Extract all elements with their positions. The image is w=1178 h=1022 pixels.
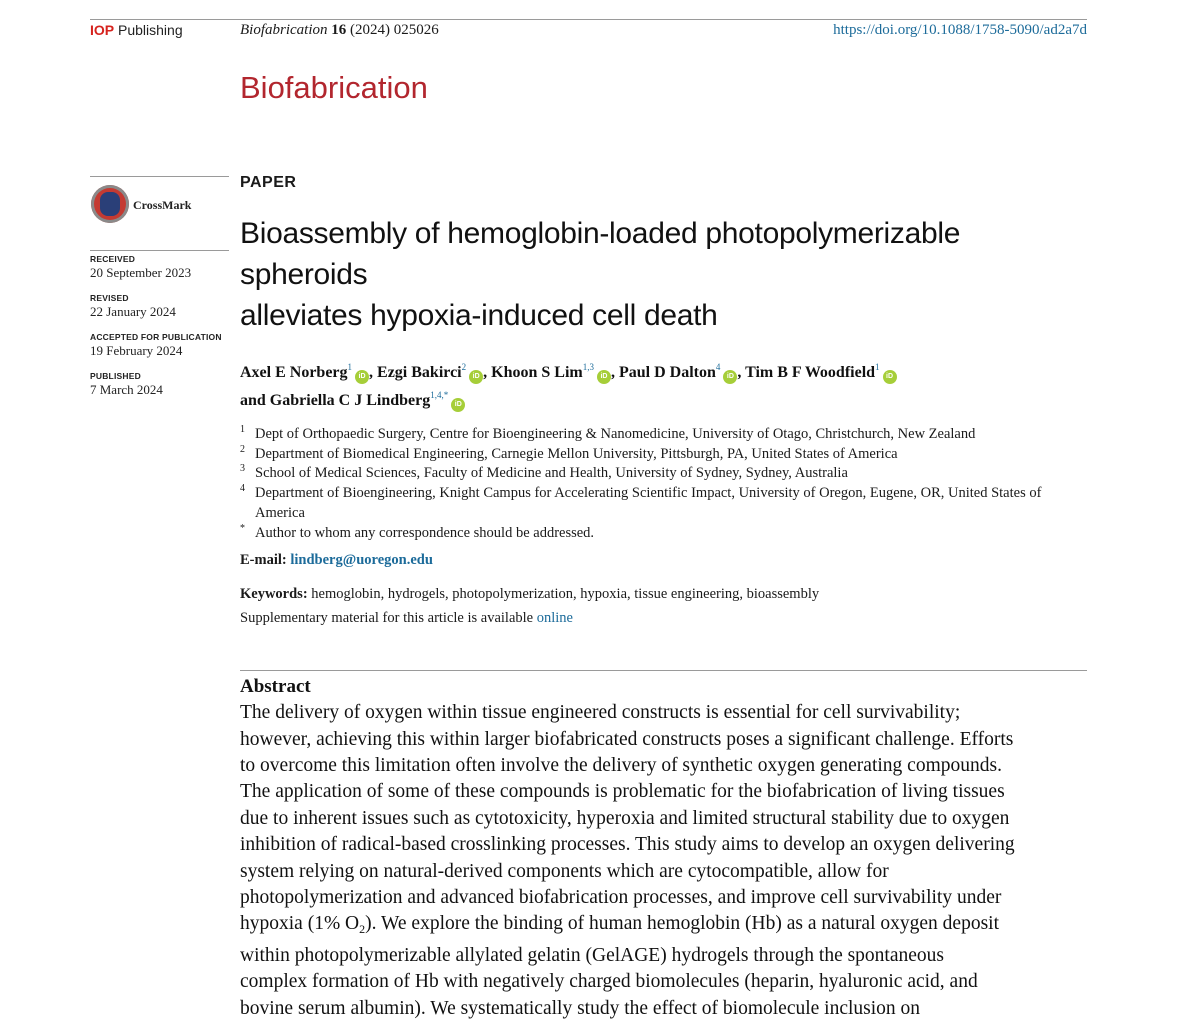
sidebar <box>90 176 229 410</box>
affiliation: 4 Department of Bioengineering, Knight Campus for Accelerating Scientific Impact, University of Oregon, Eugene, OR, United States of America <box>240 483 1042 521</box>
article-front-matter <box>240 174 1087 1022</box>
doi-link[interactable]: https://doi.org/10.1088/1758-5090/ad2a7d <box>833 22 1087 38</box>
orcid-icon[interactable]: iD <box>469 370 483 384</box>
publisher-logo[interactable]: IOP Publishing <box>90 22 183 38</box>
supplementary-link[interactable]: online <box>536 610 573 627</box>
orcid-icon[interactable]: iD <box>355 370 369 384</box>
top-rule <box>90 19 1087 20</box>
author-list: Axel E Norberg$^1$iD , Ezgi Bakirci$^2$iD , Khoon S Lim$^{1,3}$iD , Paul D Dalton$^4$iD , Tim B F Woodfield$^1$iD and Gabriella C J Lindberg$^{1,4,*}$iD <box>240 356 1087 412</box>
abstract-body: The delivery of oxygen within tissue engineered constructs is essential for cell survivability; however, achieving this within larger biofabricated constructs poses a significant challenge. Efforts to overcome this limitation often involve the delivery of synthetic oxygen generating compounds. The application of some of these compounds is problematic for the biofabrication of living tissues due to inherent issues such as cytotoxicity, hyperoxia and limited structural stability due to oxygen inhibition of radical-based crosslinking processes. This study aims to develop an oxygen delivering system relying on natural-derived components which are cytocompatible, allow for photopolymerization and advanced biofabrication processes, and improve cell survivability under hypoxia (1% $O_2$). We explore the binding of human hemoglobin (Hb) as a natural oxygen deposit within photopolymerizable allylated gelatin (GelAGE) hydrogels through the spontaneous complex formation of Hb with negatively charged biomolecules (heparin, hyaluronic acid, and bovine serum albumin). We systematically study the effect of biomolecule inclusion on <box>240 702 1015 1019</box>
author[interactable]: Axel E Norberg$^1$iD <box>240 364 369 381</box>
author[interactable]: Khoon S Lim$^{1,3}$iD <box>491 364 611 381</box>
crossmark-icon <box>91 185 129 223</box>
date-revised: REVISED 22 January 2024 <box>90 293 176 319</box>
journal-title: Biofabrication <box>240 70 428 105</box>
abstract-rule <box>240 670 1087 671</box>
author[interactable]: and Gabriella C J Lindberg$^{1,4,*}$iD <box>240 392 465 409</box>
article-title: Bioassembly of hemoglobin-loaded photopolymerizable spheroids alleviates hypoxia-induced cell death <box>240 217 961 332</box>
keywords: Keywords: hemoglobin, hydrogels, photopolymerization, hypoxia, tissue engineering, bioassembly <box>240 586 820 603</box>
author[interactable]: Ezgi Bakirci$^2$iD <box>377 364 483 381</box>
date-published: PUBLISHED 7 March 2024 <box>90 371 163 397</box>
publication-dates <box>90 251 229 398</box>
citation: Biofabrication 16 (2024) 025026 <box>240 22 439 38</box>
affiliation: 1 Dept of Orthopaedic Surgery, Centre for Bioengineering & Nanomedicine, University of Otago, Christchurch, New Zealand <box>240 424 976 442</box>
supplementary-note: Supplementary material for this article is available online <box>240 610 573 627</box>
affiliation: 2 Department of Biomedical Engineering, Carnegie Mellon University, Pittsburgh, PA, United States of America <box>240 443 898 462</box>
affiliation: 3 School of Medical Sciences, Faculty of Medicine and Health, University of Sydney, Sydney, Australia <box>240 463 848 482</box>
author[interactable]: Tim B F Woodfield$^1$iD <box>745 364 896 381</box>
date-accepted: ACCEPTED FOR PUBLICATION 19 February 2024 <box>90 332 222 358</box>
abstract-heading: Abstract <box>240 676 311 698</box>
affiliations <box>240 425 1087 543</box>
article-type: PAPER <box>240 174 297 191</box>
crossmark-badge[interactable] <box>90 177 229 250</box>
crossmark-label: CrossMark <box>133 198 192 212</box>
date-received: RECEIVED 20 September 2023 <box>90 254 192 280</box>
orcid-icon[interactable]: iD <box>451 398 465 412</box>
orcid-icon[interactable]: iD <box>597 370 611 384</box>
correspondence-email: E-mail: lindberg@uoregon.edu <box>240 552 433 569</box>
email-link[interactable]: lindberg@uoregon.edu <box>290 552 433 569</box>
running-header <box>90 22 1087 42</box>
author[interactable]: Paul D Dalton$^4$iD <box>619 364 737 381</box>
affiliation: * Author to whom any correspondence should be addressed. <box>240 522 595 541</box>
orcid-icon[interactable]: iD <box>723 370 737 384</box>
orcid-icon[interactable]: iD <box>883 370 897 384</box>
